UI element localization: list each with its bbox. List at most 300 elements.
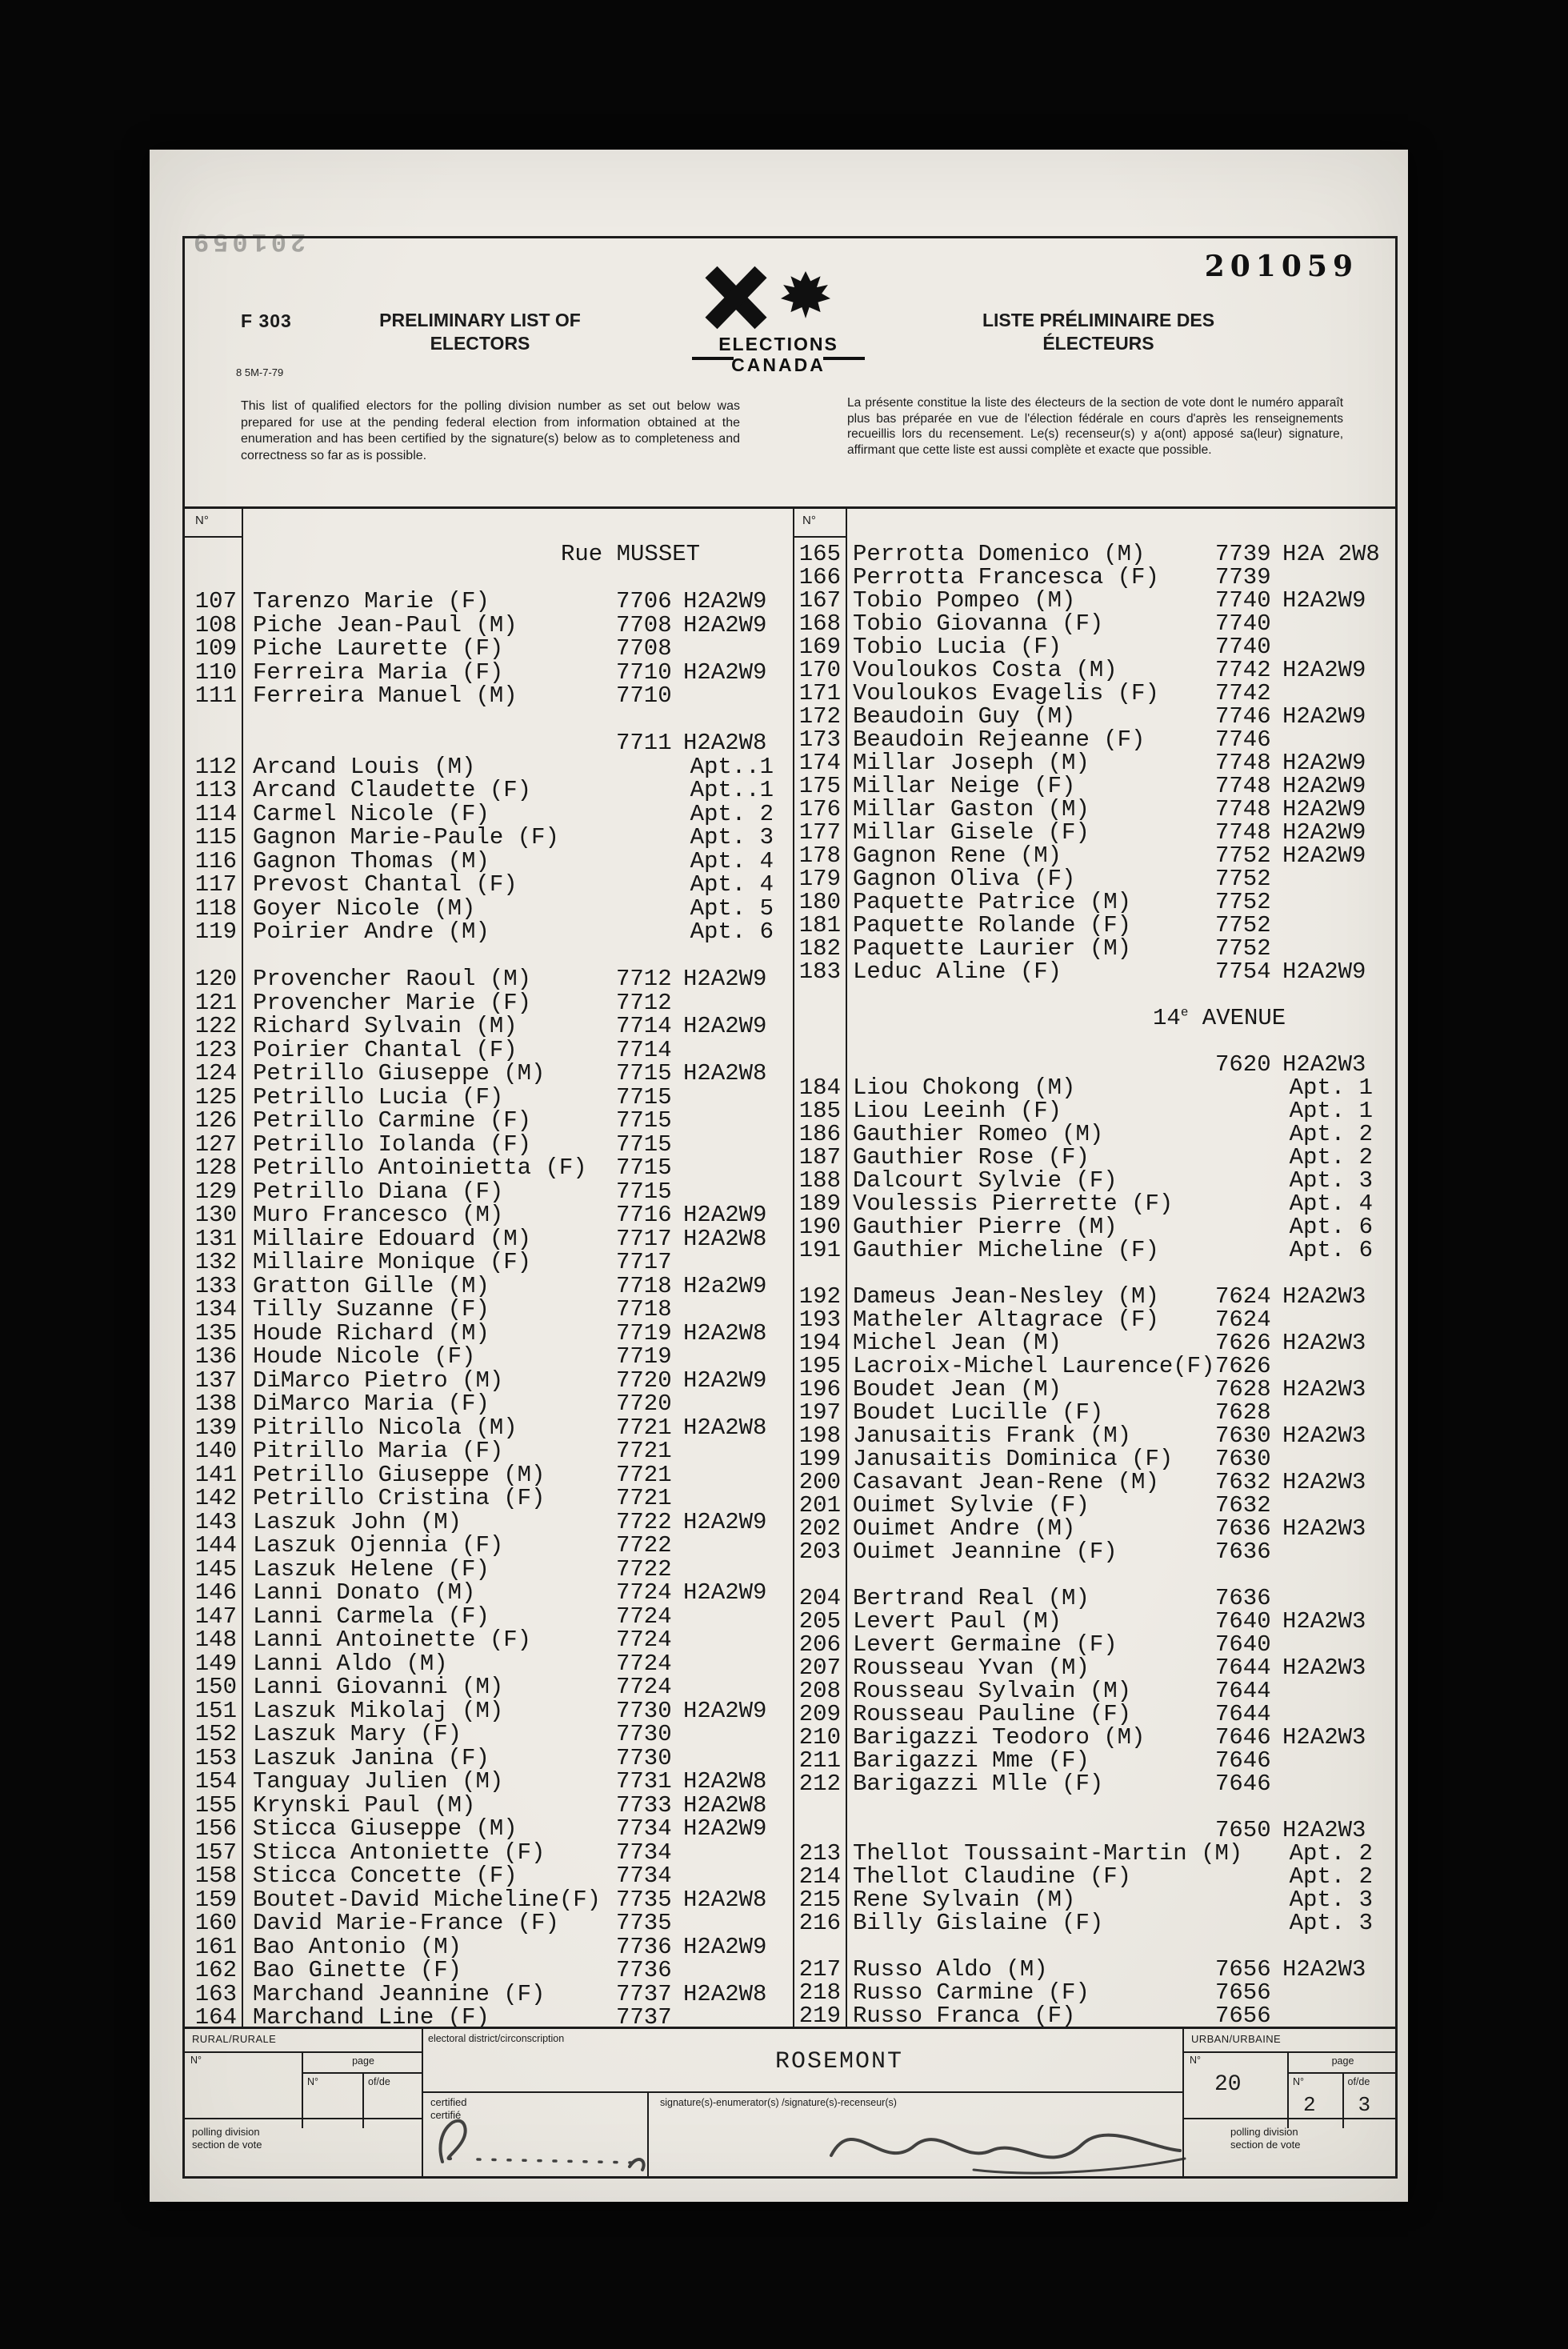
elector-name: Tobio Giovanna (F) xyxy=(853,610,1104,637)
rural-no-label: N° xyxy=(190,2055,202,2066)
blank-row xyxy=(793,1028,1395,1051)
civic-number: 7720 xyxy=(616,1367,672,1394)
postal-code: H2A2W3 xyxy=(1282,1469,1366,1495)
elector-number: 129 xyxy=(194,1178,237,1205)
civic-number: 7632 xyxy=(1215,1469,1271,1495)
elector-row xyxy=(185,1037,793,1061)
apartment-number: Apt. 1 xyxy=(1289,1098,1373,1124)
elector-row xyxy=(185,966,793,990)
elector-row xyxy=(185,990,793,1014)
apartment-number: Apt. 2 xyxy=(1289,1144,1373,1170)
postal-code: H2A2W8 xyxy=(683,1791,767,1819)
elector-number: 215 xyxy=(798,1887,841,1913)
elector-name: DiMarco Pietro (M) xyxy=(253,1367,504,1394)
rural-label: RURAL/RURALE xyxy=(185,2029,422,2053)
elector-row xyxy=(793,1399,1395,1426)
elector-row xyxy=(185,1651,793,1675)
civic-number: 7742 xyxy=(1215,657,1271,683)
civic-number: 7708 xyxy=(616,635,672,662)
elector-row xyxy=(185,1107,793,1134)
elector-row xyxy=(185,1296,793,1323)
postal-code: H2A2W9 xyxy=(1282,587,1366,614)
elector-name: Matheler Altagrace (F) xyxy=(853,1307,1159,1333)
civic-number: 7722 xyxy=(616,1508,672,1535)
elector-name: Rousseau Yvan (M) xyxy=(853,1655,1090,1681)
elector-name: Petrillo Cristina (F) xyxy=(253,1485,546,1511)
elector-number: 120 xyxy=(194,966,237,992)
elector-name: Perrotta Domenico (M) xyxy=(853,541,1146,567)
elector-row xyxy=(185,1391,793,1415)
civic-number: 7740 xyxy=(1215,634,1271,660)
civic-number: 7730 xyxy=(616,1697,672,1724)
elector-row xyxy=(793,1191,1395,1217)
elector-number: 193 xyxy=(798,1307,841,1333)
elector-name: Dameus Jean-Nesley (M) xyxy=(853,1283,1159,1310)
elector-name: Leduc Aline (F) xyxy=(853,958,1062,985)
form-number: F 303 xyxy=(241,310,292,331)
elector-number: 126 xyxy=(194,1107,237,1134)
civic-number: 7719 xyxy=(616,1343,672,1370)
elector-name: Houde Nicole (F) xyxy=(253,1343,476,1370)
elector-number: 162 xyxy=(194,1957,237,1983)
postal-code: H2A2W3 xyxy=(1282,1515,1366,1542)
postal-code: H2A2W9 xyxy=(683,1508,767,1535)
elector-number: 135 xyxy=(194,1319,237,1347)
elector-row xyxy=(793,1492,1395,1519)
elector-number: 210 xyxy=(798,1724,841,1751)
elector-number: 156 xyxy=(194,1815,237,1842)
civic-number: 7730 xyxy=(616,1721,672,1747)
elector-number: 209 xyxy=(798,1701,841,1727)
elector-name: Millar Neige (F) xyxy=(853,773,1076,799)
elector-row xyxy=(185,1202,793,1226)
elector-name: Millar Gaston (M) xyxy=(853,796,1090,822)
elector-name: Russo Carmine (F) xyxy=(853,1979,1090,2006)
elector-name: Tanguay Julien (M) xyxy=(253,1768,504,1795)
elector-name: Petrillo Iolanda (F) xyxy=(253,1130,532,1158)
elector-number: 161 xyxy=(194,1933,237,1960)
civic-number: 7734 xyxy=(616,1863,672,1889)
elector-number: 131 xyxy=(194,1225,237,1252)
civic-number: 7624 xyxy=(1215,1283,1271,1310)
elector-name: Piche Jean-Paul (M) xyxy=(253,611,518,638)
elector-number: 219 xyxy=(798,2003,841,2029)
elector-row xyxy=(793,1631,1395,1658)
civic-number: 7710 xyxy=(616,682,672,709)
elector-number: 109 xyxy=(194,635,237,662)
apartment-number: Apt. 3 xyxy=(1289,1887,1373,1913)
elector-row xyxy=(185,612,793,636)
apartment-number: Apt. 3 xyxy=(1289,1910,1373,1936)
elector-name: Millaire Monique (F) xyxy=(253,1249,532,1275)
elector-row xyxy=(793,935,1395,962)
elector-number: 208 xyxy=(798,1678,841,1704)
elector-name: Millar Joseph (M) xyxy=(853,750,1090,776)
elector-row xyxy=(793,1863,1395,1890)
elector-name: Levert Germaine (F) xyxy=(853,1631,1118,1658)
elector-row xyxy=(793,889,1395,915)
civic-number: 7712 xyxy=(616,966,672,992)
elector-number: 158 xyxy=(194,1863,237,1889)
elector-number: 146 xyxy=(194,1579,237,1606)
elector-name: Liou Chokong (M) xyxy=(853,1074,1076,1101)
elector-number: 163 xyxy=(194,1980,237,2007)
elector-row xyxy=(793,1979,1395,2006)
civic-number: 7656 xyxy=(1215,2003,1271,2029)
elector-row xyxy=(793,1469,1395,1495)
civic-number: 7715 xyxy=(616,1130,672,1158)
elector-number: 188 xyxy=(798,1167,841,1194)
elector-name: Rousseau Pauline (F) xyxy=(853,1701,1132,1727)
civic-number: 7724 xyxy=(616,1674,672,1700)
elector-name: Tobio Pompeo (M) xyxy=(853,587,1076,614)
elector-name: Janusaitis Dominica (F) xyxy=(853,1446,1174,1472)
ballot-x-maple-leaf-icon xyxy=(687,264,870,378)
elector-row xyxy=(185,1415,793,1439)
apartment-number: Apt. 6 xyxy=(1289,1214,1373,1240)
street-name: Rue MUSSET xyxy=(561,541,701,567)
elector-number: 130 xyxy=(194,1202,237,1228)
elector-number: 112 xyxy=(194,753,237,780)
elector-name: Vouloukos Costa (M) xyxy=(853,657,1118,683)
urban-page-cell xyxy=(1287,2051,1397,2128)
apartment-number: Apt. 2 xyxy=(1289,1863,1373,1890)
civic-number: 7748 xyxy=(1215,796,1271,822)
elector-number: 150 xyxy=(194,1674,237,1700)
elector-row xyxy=(793,1214,1395,1240)
elector-name: Gauthier Micheline (F) xyxy=(853,1237,1159,1263)
postal-code: H2A2W9 xyxy=(683,611,767,638)
elector-number: 216 xyxy=(798,1910,841,1936)
elector-number: 201 xyxy=(798,1492,841,1519)
elector-name: Thellot Toussaint-Martin (M) xyxy=(853,1840,1243,1867)
civic-number: 7626 xyxy=(1215,1353,1271,1379)
elector-row xyxy=(185,918,793,945)
civic-number: 7640 xyxy=(1215,1631,1271,1658)
civic-number: 7735 xyxy=(616,1910,672,1936)
civic-number: 7721 xyxy=(616,1461,672,1488)
elector-row xyxy=(793,1074,1395,1101)
elector-number: 116 xyxy=(194,847,237,874)
civic-number: 7626 xyxy=(1215,1330,1271,1356)
postal-code: H2A2W9 xyxy=(683,1579,767,1606)
elector-name: Provencher Raoul (M) xyxy=(253,966,532,992)
elector-number: 137 xyxy=(194,1367,237,1394)
elector-name: Lacroix-Michel Laurence(F) xyxy=(853,1353,1215,1379)
elector-row xyxy=(185,1343,793,1370)
postal-code: H2a2W9 xyxy=(683,1272,767,1299)
elector-row xyxy=(793,1771,1395,1797)
elector-name: Perrotta Francesca (F) xyxy=(853,564,1159,590)
elector-name: Ouimet Jeannine (F) xyxy=(853,1539,1118,1565)
apartment-number: Apt..1 xyxy=(690,777,774,803)
civic-number: 7715 xyxy=(616,1178,672,1205)
elector-name: Carmel Nicole (F) xyxy=(253,800,490,827)
elector-number: 124 xyxy=(194,1060,237,1086)
postal-code: H2A2W8 xyxy=(683,1886,767,1913)
civic-number: 7715 xyxy=(616,1060,672,1086)
elector-number: 160 xyxy=(194,1910,237,1936)
elector-number: 171 xyxy=(798,680,841,706)
title-english-line1: PRELIMINARY LIST OF xyxy=(379,310,581,330)
elector-number: 172 xyxy=(798,703,841,730)
apartment-number: Apt. 3 xyxy=(690,824,774,850)
elector-number: 143 xyxy=(194,1508,237,1535)
civic-number: 7656 xyxy=(1215,1956,1271,1983)
elector-name: Gagnon Rene (M) xyxy=(853,842,1062,869)
postal-code: H2A2W8 xyxy=(683,1768,767,1795)
elector-number: 205 xyxy=(798,1608,841,1635)
blank-row xyxy=(793,1933,1395,1956)
civic-number: 7716 xyxy=(616,1202,672,1228)
signature-row xyxy=(423,2091,1182,2176)
elector-number: 192 xyxy=(798,1283,841,1310)
civic-number: 7630 xyxy=(1215,1446,1271,1472)
elector-name: Voulessis Pierrette (F) xyxy=(853,1191,1174,1217)
elector-number: 167 xyxy=(798,587,841,614)
elector-row xyxy=(185,1084,793,1108)
right-no-column-header: N° xyxy=(802,514,816,527)
elector-number: 134 xyxy=(194,1296,237,1323)
elector-number: 165 xyxy=(798,541,841,567)
elector-row xyxy=(793,703,1395,730)
civic-number: 7733 xyxy=(616,1791,672,1819)
elector-number: 127 xyxy=(194,1130,237,1158)
elector-number: 114 xyxy=(194,800,237,827)
elector-row xyxy=(185,801,793,825)
postal-code: H2A2W9 xyxy=(1282,773,1366,799)
postal-code: H2A2W8 xyxy=(683,1060,767,1086)
civic-number: 7715 xyxy=(616,1083,672,1110)
elector-number: 200 xyxy=(798,1469,841,1495)
civic-number: 7630 xyxy=(1215,1423,1271,1449)
elector-list-left-column xyxy=(185,541,793,2031)
elector-number: 212 xyxy=(798,1771,841,1797)
civic-number: 7754 xyxy=(1215,958,1271,985)
elector-name: Casavant Jean-Rene (M) xyxy=(853,1469,1159,1495)
elector-number: 119 xyxy=(194,918,237,945)
blank-row xyxy=(793,1260,1395,1283)
elector-name: DiMarco Maria (F) xyxy=(253,1391,490,1417)
civic-number: 7628 xyxy=(1215,1376,1271,1403)
title-french xyxy=(946,309,1250,355)
elector-name: Tilly Suzanne (F) xyxy=(253,1296,490,1323)
elector-number: 110 xyxy=(194,658,237,686)
elector-row xyxy=(185,1674,793,1698)
elector-number: 157 xyxy=(194,1839,237,1866)
civic-number: 7724 xyxy=(616,1579,672,1606)
title-english xyxy=(335,309,625,355)
street-name: 14e AVENUE xyxy=(1153,1005,1286,1031)
elector-name: Poirier Chantal (F) xyxy=(253,1036,518,1063)
civic-number: 7746 xyxy=(1215,703,1271,730)
elector-row xyxy=(185,1438,793,1462)
elector-row xyxy=(793,1167,1395,1194)
civic-number: 7736 xyxy=(616,1933,672,1960)
elector-name: Lanni Giovanni (M) xyxy=(253,1674,504,1700)
elector-number: 152 xyxy=(194,1721,237,1747)
elector-name: Petrillo Lucia (F) xyxy=(253,1083,504,1110)
elector-list-area xyxy=(185,506,1395,2031)
postal-code: H2A2W3 xyxy=(1282,1608,1366,1635)
civic-number: 7632 xyxy=(1215,1492,1271,1519)
rural-no-cell xyxy=(185,2051,302,2128)
civic-number: 7748 xyxy=(1215,819,1271,846)
elector-row xyxy=(793,564,1395,590)
apartment-number: Apt. 4 xyxy=(690,847,774,874)
elector-name: Ferreira Manuel (M) xyxy=(253,682,518,709)
civic-number: 7712 xyxy=(616,989,672,1016)
civic-number: 7708 xyxy=(616,611,672,638)
civic-number: 7748 xyxy=(1215,773,1271,799)
apartment-number: Apt. 4 xyxy=(690,871,774,898)
elector-name: Boudet Lucille (F) xyxy=(853,1399,1104,1426)
apartment-number: Apt. 2 xyxy=(1289,1121,1373,1147)
elector-name: Gauthier Pierre (M) xyxy=(853,1214,1118,1240)
elector-row xyxy=(185,1768,793,1795)
postal-code: H2A2W8 xyxy=(683,1225,767,1252)
elector-name: Gagnon Oliva (F) xyxy=(853,866,1076,892)
civic-number: 7752 xyxy=(1215,842,1271,869)
rural-section xyxy=(185,2029,423,2176)
district-section xyxy=(423,2029,1182,2176)
address-row xyxy=(793,1051,1395,1078)
elector-number: 168 xyxy=(798,610,841,637)
civic-number: 7715 xyxy=(616,1154,672,1181)
rural-page-label: page xyxy=(303,2051,423,2074)
elector-name: Provencher Marie (F) xyxy=(253,989,532,1016)
elector-name: Dalcourt Sylvie (F) xyxy=(853,1167,1118,1194)
polling-division-fr: section de vote xyxy=(1230,2139,1301,2151)
elector-row xyxy=(185,1367,793,1394)
elector-number: 199 xyxy=(798,1446,841,1472)
postal-code: H2A2W3 xyxy=(1282,1423,1366,1449)
elector-name: Ouimet Andre (M) xyxy=(853,1515,1076,1542)
elector-row xyxy=(185,754,793,778)
civic-number: 7714 xyxy=(616,1036,672,1063)
elector-row xyxy=(185,1154,793,1179)
civic-number: 7718 xyxy=(616,1296,672,1323)
elector-number: 121 xyxy=(194,989,237,1016)
elector-number: 191 xyxy=(798,1237,841,1263)
civic-number: 7722 xyxy=(616,1555,672,1583)
postal-code: H2A2W3 xyxy=(1282,1655,1366,1681)
civic-number: 7737 xyxy=(616,1980,672,2007)
elector-number: 176 xyxy=(798,796,841,822)
urban-page-total: 3 xyxy=(1358,2093,1371,2117)
elector-row xyxy=(793,657,1395,683)
elector-row xyxy=(185,658,793,686)
street-heading-row xyxy=(185,541,793,565)
civic-number: 7644 xyxy=(1215,1678,1271,1704)
civic-number: 7752 xyxy=(1215,866,1271,892)
elector-row xyxy=(185,588,793,612)
civic-number: 7724 xyxy=(616,1650,672,1677)
elector-row xyxy=(793,680,1395,706)
elector-name: Gauthier Romeo (M) xyxy=(853,1121,1104,1147)
elector-name: Laszuk John (M) xyxy=(253,1508,462,1535)
postal-code: H2A2W9 xyxy=(683,1933,767,1960)
elector-number: 147 xyxy=(194,1603,237,1630)
elector-name: Beaudoin Rejeanne (F) xyxy=(853,726,1146,753)
elector-number: 175 xyxy=(798,773,841,799)
urban-page-number: 2 xyxy=(1303,2093,1316,2117)
urban-section xyxy=(1182,2029,1395,2176)
elector-row xyxy=(185,1226,793,1250)
postal-code: H2A2W3 xyxy=(1282,1956,1366,1983)
elector-row xyxy=(185,894,793,922)
urban-polling-division-label xyxy=(1184,2118,1395,2176)
elector-name: Paquette Patrice (M) xyxy=(853,889,1132,915)
elector-row xyxy=(793,912,1395,938)
address-row xyxy=(793,1817,1395,1843)
elector-name: Gagnon Thomas (M) xyxy=(253,847,490,874)
district-value: ROSEMONT xyxy=(775,2048,904,2075)
rural-page-cell xyxy=(302,2051,423,2128)
elector-row xyxy=(793,1121,1395,1147)
civic-number: 7715 xyxy=(616,1107,672,1134)
elector-row xyxy=(793,796,1395,822)
elector-name: Petrillo Carmine (F) xyxy=(253,1107,532,1134)
elector-number: 203 xyxy=(798,1539,841,1565)
elector-name: Bao Ginette (F) xyxy=(253,1957,462,1983)
elector-name: Tarenzo Marie (F) xyxy=(253,588,490,614)
blank-row xyxy=(185,942,793,966)
signature-field-label: signature(s)-enumerator(s) /signature(s)-recenseur(s) xyxy=(660,2097,897,2108)
certified-label xyxy=(430,2096,467,2122)
elector-name: Barigazzi Mme (F) xyxy=(853,1747,1090,1774)
elector-row xyxy=(185,1249,793,1273)
civic-number: 7711 xyxy=(616,730,672,756)
civic-number: 7740 xyxy=(1215,587,1271,614)
civic-number: 7735 xyxy=(616,1886,672,1913)
elector-number: 107 xyxy=(194,588,237,614)
postal-code: H2A2W3 xyxy=(1282,1724,1366,1751)
civic-number: 7714 xyxy=(616,1013,672,1039)
civic-number: 7721 xyxy=(616,1485,672,1511)
elector-name: Muro Francesco (M) xyxy=(253,1202,504,1228)
civic-number: 7722 xyxy=(616,1532,672,1559)
elector-number: 138 xyxy=(194,1391,237,1417)
elector-number: 142 xyxy=(194,1485,237,1511)
elector-number: 217 xyxy=(798,1956,841,1983)
elector-name: Prevost Chantal (F) xyxy=(253,871,518,898)
civic-number: 7730 xyxy=(616,1744,672,1771)
civic-number: 7706 xyxy=(616,588,672,614)
apartment-number: Apt. 3 xyxy=(1289,1167,1373,1194)
civic-number: 7742 xyxy=(1215,680,1271,706)
left-no-header-underline xyxy=(185,536,242,538)
elector-name: Marchand Jeannine (F) xyxy=(253,1980,546,2007)
elector-row xyxy=(793,1144,1395,1170)
elector-name: Russo Aldo (M) xyxy=(853,1956,1048,1983)
civic-number: 7720 xyxy=(616,1391,672,1417)
elector-row xyxy=(185,1863,793,1887)
left-no-column-header: N° xyxy=(195,514,209,527)
apartment-number: Apt. 4 xyxy=(1289,1191,1373,1217)
district-label: electoral district/circonscription xyxy=(428,2033,565,2044)
apartment-number: Apt. 6 xyxy=(690,918,774,945)
postal-code: H2A2W3 xyxy=(1282,1817,1366,1843)
elector-row xyxy=(185,1934,793,1958)
elector-name: Ouimet Sylvie (F) xyxy=(853,1492,1090,1519)
civic-number: 7636 xyxy=(1215,1539,1271,1565)
postal-code: H2A2W3 xyxy=(1282,1330,1366,1356)
elector-number: 144 xyxy=(194,1532,237,1559)
postal-code: H2A 2W8 xyxy=(1282,541,1380,567)
blank-row xyxy=(185,565,793,589)
polling-division-en: polling division xyxy=(192,2126,260,2138)
